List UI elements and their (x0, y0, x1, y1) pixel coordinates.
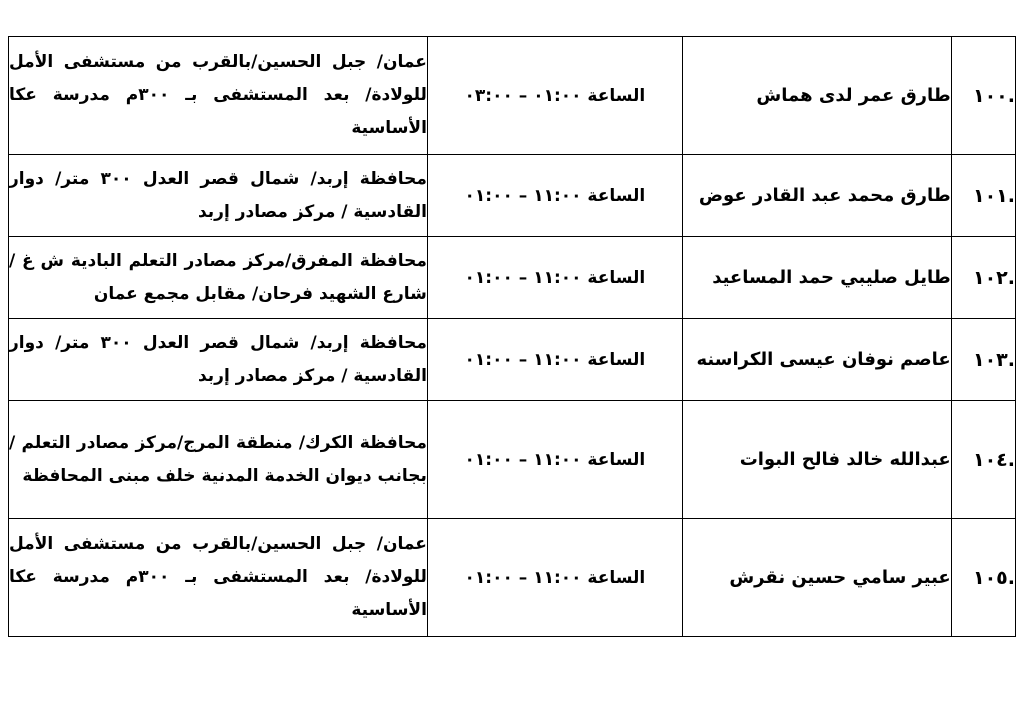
person-name: طارق عمر لدى هماش (682, 37, 951, 155)
schedule-page (8, 36, 1016, 637)
table-row (9, 155, 1016, 237)
address: عمان/ جبل الحسين/بالقرب من مستشفى الأمل للولادة/ بعد المستشفى بـ ٣٠٠م مدرسة عكا الأساسية (9, 37, 428, 155)
table-row (9, 237, 1016, 319)
address: محافظة إربد/ شمال قصر العدل ٣٠٠ متر/ دوار القادسية / مركز مصادر إربد (9, 319, 428, 401)
schedule-table (8, 36, 1016, 637)
table-row (9, 519, 1016, 637)
table-row (9, 37, 1016, 155)
time-slot: الساعة ١١:٠٠ – ٠١:٠٠ (427, 401, 682, 519)
table-row (9, 319, 1016, 401)
time-slot: الساعة ١١:٠٠ – ٠١:٠٠ (427, 155, 682, 237)
row-number: .١٠٠ (951, 37, 1015, 155)
time-slot: الساعة ١١:٠٠ – ٠١:٠٠ (427, 519, 682, 637)
row-number: .١٠٢ (951, 237, 1015, 319)
person-name: طارق محمد عبد القادر عوض (682, 155, 951, 237)
address: محافظة إربد/ شمال قصر العدل ٣٠٠ متر/ دوار القادسية / مركز مصادر إربد (9, 155, 428, 237)
time-slot: الساعة ١١:٠٠ – ٠١:٠٠ (427, 237, 682, 319)
row-number: .١٠٥ (951, 519, 1015, 637)
person-name: عبدالله خالد فالح البوات (682, 401, 951, 519)
address: محافظة الكرك/ منطقة المرج/مركز مصادر التعلم / بجانب ديوان الخدمة المدنية خلف مبنى المحافظة (9, 401, 428, 519)
time-slot: الساعة ١١:٠٠ – ٠١:٠٠ (427, 319, 682, 401)
row-number: .١٠٣ (951, 319, 1015, 401)
address: محافظة المفرق/مركز مصادر التعلم البادية ش غ / شارع الشهيد فرحان/ مقابل مجمع عمان (9, 237, 428, 319)
person-name: طايل صليبي حمد المساعيد (682, 237, 951, 319)
row-number: .١٠١ (951, 155, 1015, 237)
time-slot: الساعة ٠١:٠٠ – ٠٣:٠٠ (427, 37, 682, 155)
table-row (9, 401, 1016, 519)
address: عمان/ جبل الحسين/بالقرب من مستشفى الأمل للولادة/ بعد المستشفى بـ ٣٠٠م مدرسة عكا الأساسية (9, 519, 428, 637)
row-number: .١٠٤ (951, 401, 1015, 519)
person-name: عاصم نوفان عيسى الكراسنه (682, 319, 951, 401)
person-name: عبير سامي حسين نقرش (682, 519, 951, 637)
